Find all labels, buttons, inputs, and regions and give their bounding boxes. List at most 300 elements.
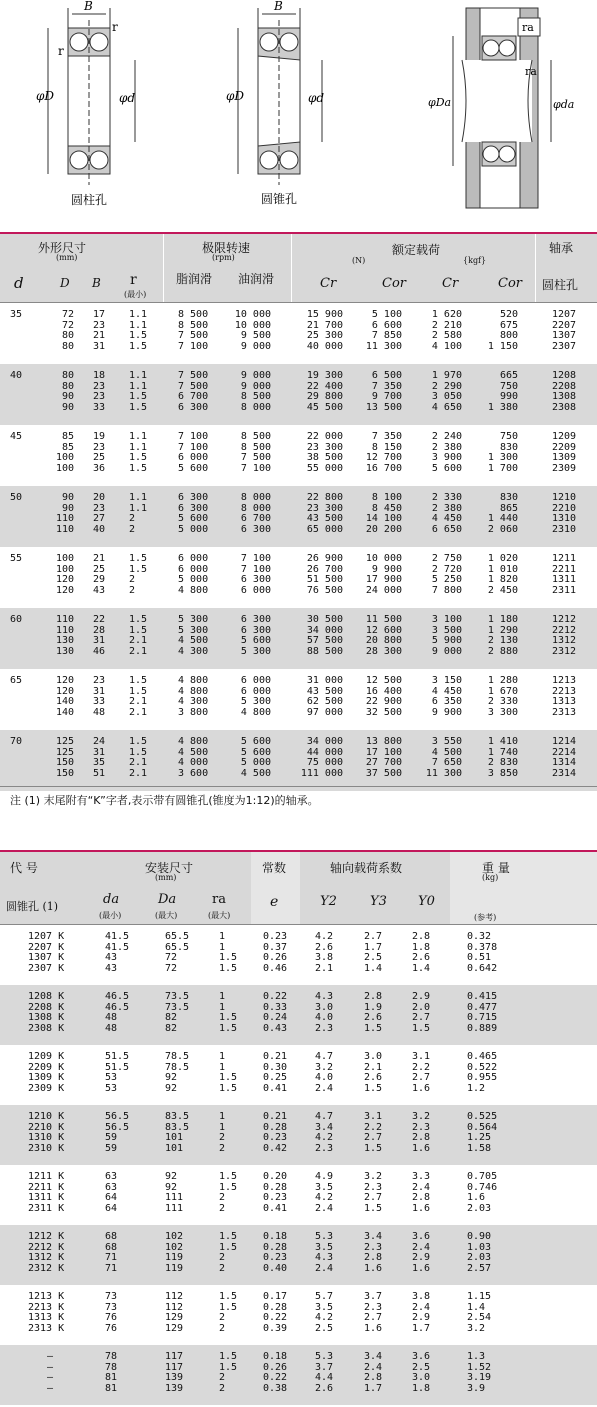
cell-weight: 0.415	[467, 991, 498, 1002]
cell-grease: 4 800	[178, 675, 209, 686]
cell-grease: 6 000	[178, 553, 209, 564]
cell-B: 31	[92, 340, 105, 352]
cell-da: 76	[105, 1312, 118, 1323]
cell-y2: 4.0	[315, 1012, 334, 1023]
cell-D: 80	[61, 340, 74, 352]
cell-bearing-no: 1309	[552, 452, 577, 463]
cell-y2: 2.6	[315, 1382, 334, 1394]
cell-cr-kgf: 2 330	[431, 492, 462, 503]
cell-code: 2213 K	[28, 1301, 65, 1313]
cell-Da: 83.5	[165, 1121, 190, 1133]
cell-cr-kgf: 3 500	[431, 624, 462, 636]
cell-e: 0.23	[263, 1132, 288, 1143]
cell-cor-kgf: 1 670	[487, 685, 518, 697]
cell-code: 1213 K	[28, 1291, 65, 1302]
cell-d: 60	[10, 614, 23, 625]
cell-cr-kgf: 2 210	[431, 319, 462, 331]
cell-r: 1.1	[129, 502, 148, 514]
cell-bearing-no: 2309	[552, 462, 577, 474]
cell-code: 1209 K	[28, 1051, 65, 1062]
hdr2-const: 常数	[262, 861, 287, 875]
cell-bearing-no: 1207	[552, 309, 577, 320]
cell-cr: 26 700	[306, 563, 343, 575]
cell-y3: 3.4	[364, 1231, 383, 1242]
cell-e: 0.37	[263, 941, 288, 953]
cell-oil: 8 500	[240, 431, 271, 442]
cell-e: 0.26	[263, 1361, 288, 1373]
cell-r: 1.5	[129, 614, 148, 625]
cell-weight: 0.465	[467, 1051, 498, 1062]
cell-Da: 101	[165, 1132, 184, 1143]
table2-row-group	[0, 1285, 597, 1345]
cell-r: 1.1	[129, 431, 148, 442]
cell-y2: 3.8	[315, 952, 334, 963]
cell-weight: 3.2	[467, 1322, 486, 1334]
hdr-bearing: 轴承	[549, 241, 574, 255]
hdr-col-B: B	[92, 276, 101, 290]
cell-ra: 1	[219, 1051, 226, 1062]
cell-y2: 4.3	[315, 1252, 334, 1263]
cell-e: 0.28	[263, 1301, 288, 1313]
cell-grease: 6 000	[178, 563, 209, 575]
cell-cor: 12 600	[365, 624, 402, 636]
cell-cor-kgf: 2 450	[487, 584, 518, 596]
cell-d: 65	[10, 675, 23, 686]
cell-Da: 129	[165, 1322, 184, 1334]
table1	[0, 232, 597, 792]
cell-e: 0.25	[263, 1072, 288, 1083]
cell-Da: 65.5	[165, 931, 190, 942]
cell-y2: 2.4	[315, 1082, 334, 1094]
cell-y3: 2.7	[364, 931, 383, 942]
cell-bearing-no: 2211	[552, 563, 577, 575]
cell-D: 100	[55, 462, 74, 474]
cell-cr-kgf: 4 100	[431, 340, 462, 352]
cell-e: 0.42	[263, 1142, 288, 1154]
table1-bottom-rule	[0, 786, 597, 787]
cell-cor-kgf: 2 060	[487, 523, 518, 535]
cell-cr-kgf: 3 100	[431, 614, 462, 625]
cell-y2: 4.7	[315, 1051, 334, 1062]
cell-d: 45	[10, 431, 23, 442]
cell-B: 23	[92, 319, 105, 331]
cell-cr-kgf: 2 750	[431, 553, 462, 564]
cell-cor: 14 100	[365, 513, 402, 524]
cell-y2: 2.5	[315, 1322, 334, 1334]
hdr2-col-y2: Y2	[320, 894, 337, 909]
cell-bearing-no: 1308	[552, 391, 577, 402]
cell-D: 150	[55, 757, 74, 768]
fig1-r-left: r	[58, 44, 64, 58]
cell-ra: 2	[219, 1132, 226, 1143]
table1-row-group	[0, 730, 597, 791]
cell-oil: 5 600	[240, 746, 271, 758]
cell-cor: 5 100	[371, 309, 402, 320]
cell-da: 71	[105, 1252, 118, 1263]
cell-D: 130	[55, 645, 74, 657]
cell-e: 0.18	[263, 1231, 288, 1242]
cell-B: 25	[92, 563, 105, 575]
cell-y3: 2.3	[364, 1301, 383, 1313]
cell-y3: 2.7	[364, 1192, 383, 1203]
cell-cr: 30 500	[306, 614, 343, 625]
cell-cor: 11 500	[365, 614, 402, 625]
hdr-col-D: D	[60, 276, 70, 290]
cell-Da: 92	[165, 1171, 178, 1182]
cell-code: 1311 K	[28, 1192, 65, 1203]
cell-y0: 2.7	[412, 1072, 431, 1083]
cell-Da: 101	[165, 1142, 184, 1154]
cell-y0: 2.3	[412, 1121, 431, 1133]
cell-weight: 1.4	[467, 1301, 486, 1313]
cell-cor: 20 800	[365, 635, 402, 646]
cell-Da: 139	[165, 1372, 184, 1383]
cell-cor-kgf: 675	[499, 319, 518, 331]
fig3-ra-top: ra	[522, 21, 534, 34]
cell-e: 0.30	[263, 1061, 288, 1073]
cell-oil: 6 300	[240, 614, 271, 625]
cell-B: 43	[92, 584, 105, 596]
cell-y0: 3.0	[412, 1372, 431, 1383]
cell-y2: 2.3	[315, 1142, 334, 1154]
cell-grease: 5 300	[178, 624, 209, 636]
cell-Da: 72	[165, 962, 178, 974]
cell-bearing-no: 1211	[552, 553, 577, 564]
cell-cor-kgf: 830	[499, 441, 518, 453]
cell-oil: 8 000	[240, 401, 271, 413]
table2-row-group	[0, 1225, 597, 1285]
cell-cr-kgf: 4 450	[431, 685, 462, 697]
hdr2-col-y0: Y0	[418, 894, 435, 909]
cell-grease: 7 500	[178, 380, 209, 392]
cell-weight: 0.90	[467, 1231, 492, 1242]
cell-B: 36	[92, 462, 105, 474]
cell-ra: 1.5	[219, 1361, 238, 1373]
cell-cr-kgf: 3 050	[431, 391, 462, 402]
cell-r: 1.1	[129, 370, 148, 381]
hdr2-weight-bg	[450, 852, 597, 924]
cell-y3: 1.6	[364, 1262, 383, 1274]
cell-oil: 7 100	[240, 563, 271, 575]
cell-bearing-no: 2208	[552, 380, 577, 392]
cell-e: 0.22	[263, 1312, 288, 1323]
cell-D: 72	[61, 309, 74, 320]
cell-Da: 92	[165, 1082, 178, 1094]
fig2-d-label: φd	[308, 91, 325, 105]
cell-cr-kgf: 9 900	[431, 706, 462, 718]
cell-oil: 7 100	[240, 553, 271, 564]
table2-row-group	[0, 1045, 597, 1105]
cell-y2: 3.7	[315, 1361, 334, 1373]
cell-D: 80	[61, 330, 74, 341]
cell-y0: 1.5	[412, 1022, 431, 1034]
cell-da: 64	[105, 1202, 118, 1214]
fig3-da-label: φda	[553, 98, 575, 111]
cell-bearing-no: 2314	[552, 767, 577, 779]
cell-y2: 2.4	[315, 1262, 334, 1274]
cell-cr: 38 500	[306, 452, 343, 463]
cell-y3: 1.5	[364, 1142, 383, 1154]
cell-cor: 8 100	[371, 492, 402, 503]
cell-bearing-no: 2312	[552, 645, 577, 657]
cell-oil: 6 300	[240, 574, 271, 585]
cell-Da: 78.5	[165, 1061, 190, 1073]
cell-y0: 3.6	[412, 1351, 431, 1362]
cell-ra: 1	[219, 1111, 226, 1122]
cell-weight: 1.03	[467, 1241, 492, 1253]
cell-bearing-no: 1213	[552, 675, 577, 686]
cell-r: 1.5	[129, 736, 148, 747]
cell-bearing-no: 2313	[552, 706, 577, 718]
hdr-col-d: d	[14, 274, 24, 292]
cell-weight: 2.03	[467, 1202, 492, 1214]
cell-B: 27	[92, 513, 105, 524]
cell-code: 2211 K	[28, 1181, 65, 1193]
cell-cr: 43 500	[306, 685, 343, 697]
cell-cor-kgf: 1 290	[487, 624, 518, 636]
table2-row-group	[0, 1165, 597, 1225]
cell-D: 100	[55, 553, 74, 564]
cell-e: 0.18	[263, 1351, 288, 1362]
cell-B: 31	[92, 635, 105, 646]
cell-y0: 1.8	[412, 1382, 431, 1394]
cell-y0: 3.8	[412, 1291, 431, 1302]
cell-cor-kgf: 1 280	[487, 675, 518, 686]
cell-code: 2210 K	[28, 1121, 65, 1133]
cell-y0: 2.6	[412, 952, 431, 963]
cell-bearing-no: 2207	[552, 319, 577, 331]
cell-B: 23	[92, 675, 105, 686]
cell-oil: 7 500	[240, 452, 271, 463]
cell-code: 1313 K	[28, 1312, 65, 1323]
cell-B: 17	[92, 309, 105, 320]
cell-cr-kgf: 2 380	[431, 441, 462, 453]
cell-cor: 6 600	[371, 319, 402, 331]
cell-e: 0.28	[263, 1241, 288, 1253]
cell-y0: 2.8	[412, 1132, 431, 1143]
cell-cor: 7 850	[371, 330, 402, 341]
cell-B: 31	[92, 746, 105, 758]
cell-y0: 2.8	[412, 1192, 431, 1203]
cell-cor: 12 500	[365, 675, 402, 686]
table2-row-group	[0, 1105, 597, 1165]
cell-B: 31	[92, 685, 105, 697]
cell-bearing-no: 2213	[552, 685, 577, 697]
cell-cor: 9 700	[371, 391, 402, 402]
cell-oil: 6 000	[240, 584, 271, 596]
cell-grease: 6 300	[178, 401, 209, 413]
cell-bearing-no: 2210	[552, 502, 577, 514]
cell-cor: 27 700	[365, 757, 402, 768]
hdr2-code: 代 号	[10, 861, 38, 875]
cell-B: 24	[92, 736, 105, 747]
cell-da: 41.5	[105, 931, 130, 942]
cell-da: 41.5	[105, 941, 130, 953]
cell-B: 35	[92, 757, 105, 768]
cell-cor-kgf: 1 380	[487, 401, 518, 413]
cell-y2: 2.3	[315, 1022, 334, 1034]
cell-y0: 2.4	[412, 1181, 431, 1193]
table1-row-group	[0, 608, 597, 669]
cell-cr-kgf: 2 290	[431, 380, 462, 392]
cell-B: 18	[92, 370, 105, 381]
hdr-load: 额定载荷	[392, 243, 441, 257]
cell-grease: 8 500	[178, 309, 209, 320]
cell-oil: 4 800	[240, 706, 271, 718]
cell-weight: 1.6	[467, 1192, 486, 1203]
cell-bearing-no: 2209	[552, 441, 577, 453]
cell-y3: 2.3	[364, 1181, 383, 1193]
cell-ra: 1.5	[219, 952, 238, 963]
cell-B: 21	[92, 553, 105, 564]
hdr2-ref: (参考)	[474, 913, 497, 922]
table2-body	[0, 925, 597, 1407]
hdr2-weight: 重 量	[482, 861, 510, 875]
cell-cr: 25 300	[306, 330, 343, 341]
cell-cor-kgf: 1 300	[487, 452, 518, 463]
cell-e: 0.39	[263, 1322, 288, 1334]
cell-D: 110	[55, 624, 74, 636]
cell-ra: 1	[219, 991, 226, 1002]
cell-da: 43	[105, 952, 118, 963]
cell-y3: 2.7	[364, 1312, 383, 1323]
cell-da: 53	[105, 1072, 118, 1083]
cell-cor-kgf: 865	[499, 502, 518, 514]
cell-ra: 2	[219, 1142, 226, 1154]
table2-row-group	[0, 985, 597, 1045]
cell-ra: 2	[219, 1262, 226, 1274]
cell-oil: 8 000	[240, 492, 271, 503]
cell-cr-kgf: 7 800	[431, 584, 462, 596]
cell-r: 1.5	[129, 401, 148, 413]
fig1-r-top: r	[112, 20, 118, 34]
cell-weight: 2.03	[467, 1252, 492, 1263]
cell-r: 2	[129, 513, 136, 524]
cell-D: 85	[61, 431, 74, 442]
cell-weight: 0.705	[467, 1171, 498, 1182]
cell-grease: 7 500	[178, 330, 209, 341]
cell-r: 1.5	[129, 746, 148, 758]
cell-B: 29	[92, 574, 105, 585]
cell-bearing-no: 1311	[552, 574, 577, 585]
fig1-B-label: B	[84, 0, 93, 13]
hdr2-col-ra: ra	[212, 892, 226, 907]
cell-D: 110	[55, 614, 74, 625]
cell-y0: 2.0	[412, 1001, 431, 1013]
cell-cor: 9 900	[371, 563, 402, 575]
cell-da: 56.5	[105, 1111, 130, 1122]
hdr-divider	[291, 234, 292, 302]
cell-y2: 2.1	[315, 962, 334, 974]
cell-cr-kgf: 4 450	[431, 513, 462, 524]
cell-oil: 8 500	[240, 441, 271, 453]
cell-bearing-no: 1214	[552, 736, 577, 747]
hdr-dims: 外形尺寸	[38, 241, 87, 255]
cell-y3: 1.7	[364, 1382, 383, 1394]
fig1-d-label: φd	[119, 91, 136, 105]
cell-cor-kgf: 2 880	[487, 645, 518, 657]
cell-r: 2	[129, 523, 136, 535]
cell-cr: 75 000	[306, 757, 343, 768]
cell-B: 22	[92, 614, 105, 625]
cell-cr: 57 500	[306, 635, 343, 646]
cell-oil: 9 000	[240, 370, 271, 381]
cell-code: —	[47, 1382, 54, 1394]
cell-y2: 2.4	[315, 1202, 334, 1214]
cell-y0: 2.9	[412, 1312, 431, 1323]
cell-D: 100	[55, 452, 74, 463]
cell-code: 2310 K	[28, 1142, 65, 1154]
cell-d: 70	[10, 736, 23, 747]
cell-e: 0.33	[263, 1001, 288, 1013]
cell-code: 1307 K	[28, 952, 65, 963]
cell-D: 110	[55, 523, 74, 535]
cell-weight: 0.715	[467, 1012, 498, 1023]
cell-y0: 2.7	[412, 1012, 431, 1023]
cell-cor: 6 500	[371, 370, 402, 381]
cell-y3: 2.6	[364, 1012, 383, 1023]
cell-grease: 8 500	[178, 319, 209, 331]
cell-D: 90	[61, 492, 74, 503]
cell-ra: 1	[219, 941, 226, 953]
cell-oil: 5 300	[240, 696, 271, 707]
cell-r: 1.5	[129, 685, 148, 697]
cell-bearing-no: 2311	[552, 584, 577, 596]
cell-D: 90	[61, 391, 74, 402]
cell-Da: 139	[165, 1382, 184, 1394]
cell-cr: 29 800	[306, 391, 343, 402]
cell-y0: 3.1	[412, 1051, 431, 1062]
hdr2-bore: 圆锥孔 (1)	[6, 900, 59, 913]
cell-da: 81	[105, 1372, 118, 1383]
cell-grease: 4 800	[178, 736, 209, 747]
cell-e: 0.28	[263, 1181, 288, 1193]
cell-ra: 1.5	[219, 1351, 238, 1362]
cell-d: 50	[10, 492, 23, 503]
hdr2-weight-unit: (kg)	[482, 873, 499, 882]
table2-row-group	[0, 1345, 597, 1405]
cell-code: 1207 K	[28, 931, 65, 942]
cell-cr: 22 800	[306, 492, 343, 503]
cell-grease: 5 300	[178, 614, 209, 625]
cell-oil: 6 700	[240, 513, 271, 524]
cell-weight: 3.9	[467, 1382, 486, 1394]
cell-D: 120	[55, 685, 74, 697]
cell-Da: 73.5	[165, 1001, 190, 1013]
cell-cor: 8 150	[371, 441, 402, 453]
cell-weight: 0.32	[467, 931, 492, 942]
cell-D: 140	[55, 696, 74, 707]
cell-weight: 1.2	[467, 1082, 486, 1094]
cell-r: 1.5	[129, 330, 148, 341]
cell-cr: 111 000	[300, 767, 343, 779]
cell-weight: 1.52	[467, 1361, 492, 1373]
cell-Da: 111	[165, 1202, 184, 1214]
cell-cr: 23 300	[306, 502, 343, 514]
hdr-load-unit-n: (N)	[352, 256, 366, 265]
cell-cr-kgf: 5 900	[431, 635, 462, 646]
cell-bearing-no: 1310	[552, 513, 577, 524]
cell-oil: 7 100	[240, 462, 271, 474]
cell-da: 48	[105, 1022, 118, 1034]
cell-r: 2.1	[129, 706, 148, 718]
hdr2-col-da-sub: (最小)	[99, 911, 122, 920]
hdr-col-r: r	[130, 272, 137, 288]
cell-B: 23	[92, 441, 105, 453]
cell-Da: 78.5	[165, 1051, 190, 1062]
cell-oil: 5 000	[240, 757, 271, 768]
cell-grease: 4 500	[178, 746, 209, 758]
